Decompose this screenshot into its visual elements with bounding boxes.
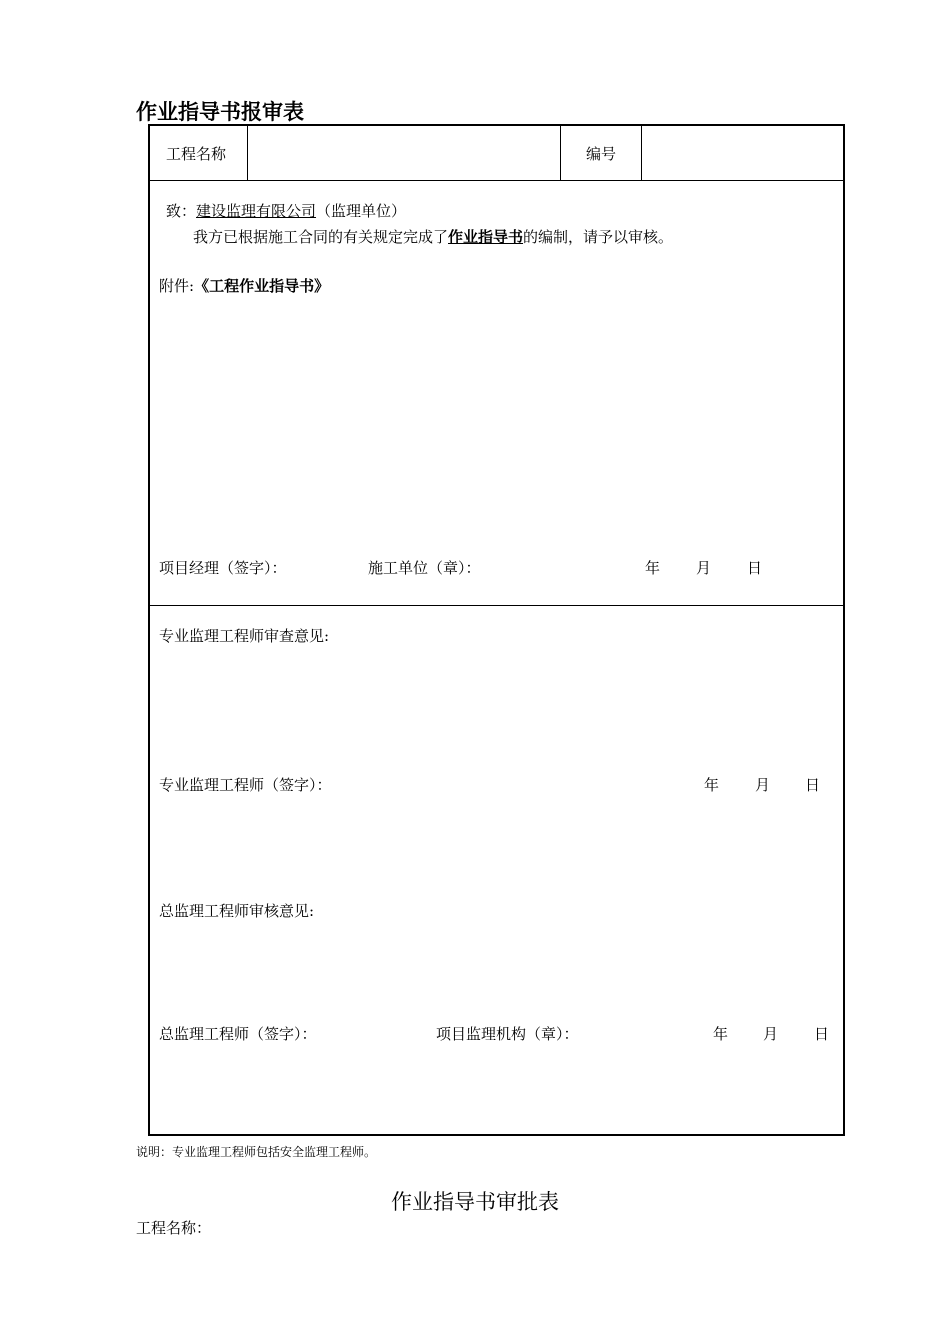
to-prefix: 致：: [166, 202, 197, 220]
second-project-label: 工程名称：: [136, 1219, 212, 1237]
header-row: [150, 126, 843, 181]
attachment-document: 《工程作业指导书》: [194, 277, 330, 295]
second-form-title: 作业指导书审批表: [391, 1190, 559, 1214]
number-label: 编号: [585, 144, 616, 163]
month-label: 月: [696, 559, 712, 577]
to-suffix: （监理单位）: [316, 202, 407, 220]
project-name-field[interactable]: [248, 126, 560, 180]
attachment-line: [159, 275, 329, 296]
to-company: 建设监理有限公司: [196, 202, 317, 220]
body-document: 作业指导书: [448, 228, 524, 246]
unit-seal-label: 施工单位（章）：: [368, 559, 481, 577]
project-name-label: 工程名称: [166, 144, 227, 163]
specialist-opinion-label: 专业监理工程师审查意见:: [159, 627, 330, 645]
approval-form: [148, 124, 845, 1136]
specialist-month-label: 月: [755, 776, 771, 794]
form-note: 说明：专业监理工程师包括安全监理工程师。: [136, 1145, 377, 1159]
chief-opinion-label: 总监理工程师审核意见:: [159, 902, 315, 920]
specialist-day-label: 日: [805, 776, 821, 794]
attachment-label: 附件:: [159, 277, 195, 295]
chief-sign-label: 总监理工程师（签字）：: [159, 1025, 317, 1043]
number-field[interactable]: [642, 126, 845, 180]
body-suffix: 的编制，请予以审核。: [523, 228, 674, 246]
chief-month-label: 月: [763, 1025, 779, 1043]
chief-year-label: 年: [713, 1025, 729, 1043]
addressee-line: [166, 200, 406, 221]
year-label: 年: [645, 559, 661, 577]
manager-sign-label: 项目经理（签字）：: [159, 559, 287, 577]
day-label: 日: [747, 559, 763, 577]
submission-body: [193, 226, 673, 247]
submission-section: [150, 180, 843, 606]
body-prefix: 我方已根据施工合同的有关规定完成了: [193, 228, 449, 246]
org-seal-label: 项目监理机构（章）：: [436, 1025, 579, 1043]
form-title: 作业指导书报审表: [136, 100, 304, 124]
specialist-year-label: 年: [704, 776, 720, 794]
specialist-sign-label: 专业监理工程师（签字）：: [159, 776, 332, 794]
chief-day-label: 日: [814, 1025, 830, 1043]
